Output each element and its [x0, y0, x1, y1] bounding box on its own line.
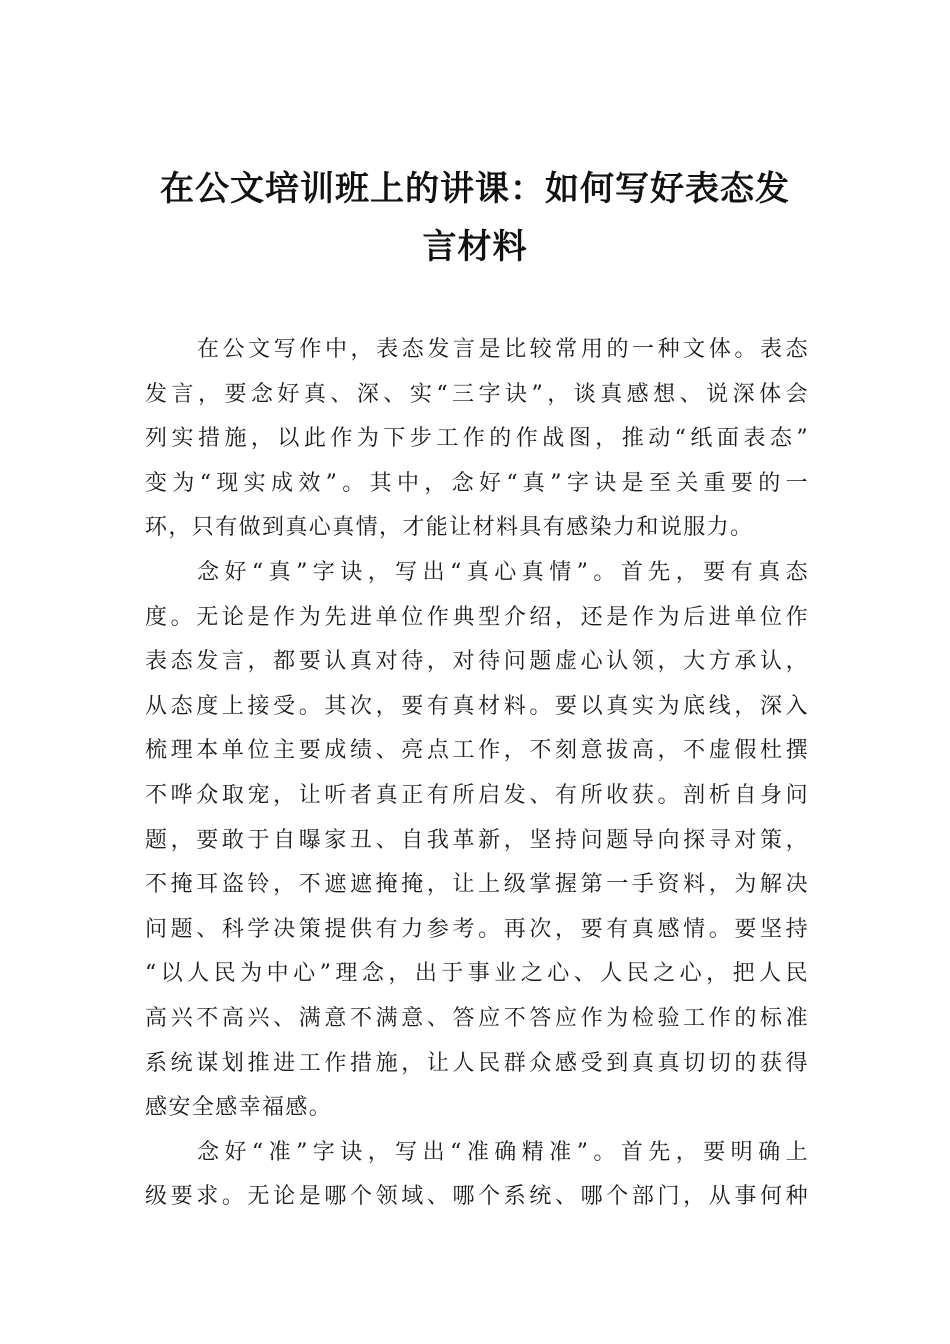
- text-line: 度。无论是作为先进单位作典型介绍，还是作为后进单位作: [145, 604, 809, 630]
- text-line: 在公文写作中，表态发言是比较常用的一种文体。表态: [197, 337, 809, 362]
- text-line: 念好“准”字诀，写出“准确精准”。首先，要明确上: [197, 1139, 809, 1165]
- text-line: 系统谋划推进工作措施，让人民群众感受到真真切切的获得: [145, 1050, 809, 1076]
- text-line: 表态发言，都要认真对待，对待问题虚心认领，大方承认，: [145, 649, 809, 675]
- text-line: 感安全感幸福感。: [145, 1095, 333, 1121]
- document-body: [145, 328, 809, 1220]
- text-line: 级要求。无论是哪个领域、哪个系统、哪个部门，从事何种: [145, 1184, 809, 1210]
- paragraph-3: [145, 1131, 809, 1220]
- text-line: 环，只有做到真心真情，才能让材料具有感染力和说服力。: [145, 515, 754, 541]
- text-line: 列实措施，以此作为下步工作的作战图，推动“纸面表态”: [145, 426, 809, 452]
- paragraph-2: [145, 551, 809, 1131]
- paragraph-1: [145, 328, 809, 551]
- text-line: 题，要敢于自曝家丑、自我革新，坚持问题导向探寻对策，: [145, 827, 809, 853]
- text-line: 从态度上接受。其次，要有真材料。要以真实为底线，深入: [145, 693, 809, 719]
- text-line: 念好“真”字诀，写出“真心真情”。首先，要有真态: [197, 559, 809, 585]
- text-line: 问题、科学决策提供有力参考。再次，要有真感情。要坚持: [145, 916, 809, 942]
- text-line: 不哗众取宠，让听者真正有所启发、有所收获。剖析自身问: [145, 782, 809, 808]
- text-line: “以人民为中心”理念，出于事业之心、人民之心，把人民: [145, 961, 809, 987]
- document-title: [140, 160, 810, 276]
- text-line: 变为“现实成效”。其中，念好“真”字诀是至关重要的一: [145, 470, 809, 496]
- text-line: 梳理本单位主要成绩、亮点工作，不刻意拔高，不虚假杜撰: [145, 738, 809, 764]
- text-line: 不掩耳盗铃，不遮遮掩掩，让上级掌握第一手资料，为解决: [145, 872, 809, 898]
- title-line-1: 在公文培训班上的讲课：如何写好表态发: [160, 169, 790, 209]
- title-line-2: 言材料: [422, 227, 528, 267]
- text-line: 发言，要念好真、深、实“三字诀”，谈真感想、说深体会: [145, 381, 809, 407]
- text-line: 高兴不高兴、满意不满意、答应不答应作为检验工作的标准: [145, 1005, 809, 1031]
